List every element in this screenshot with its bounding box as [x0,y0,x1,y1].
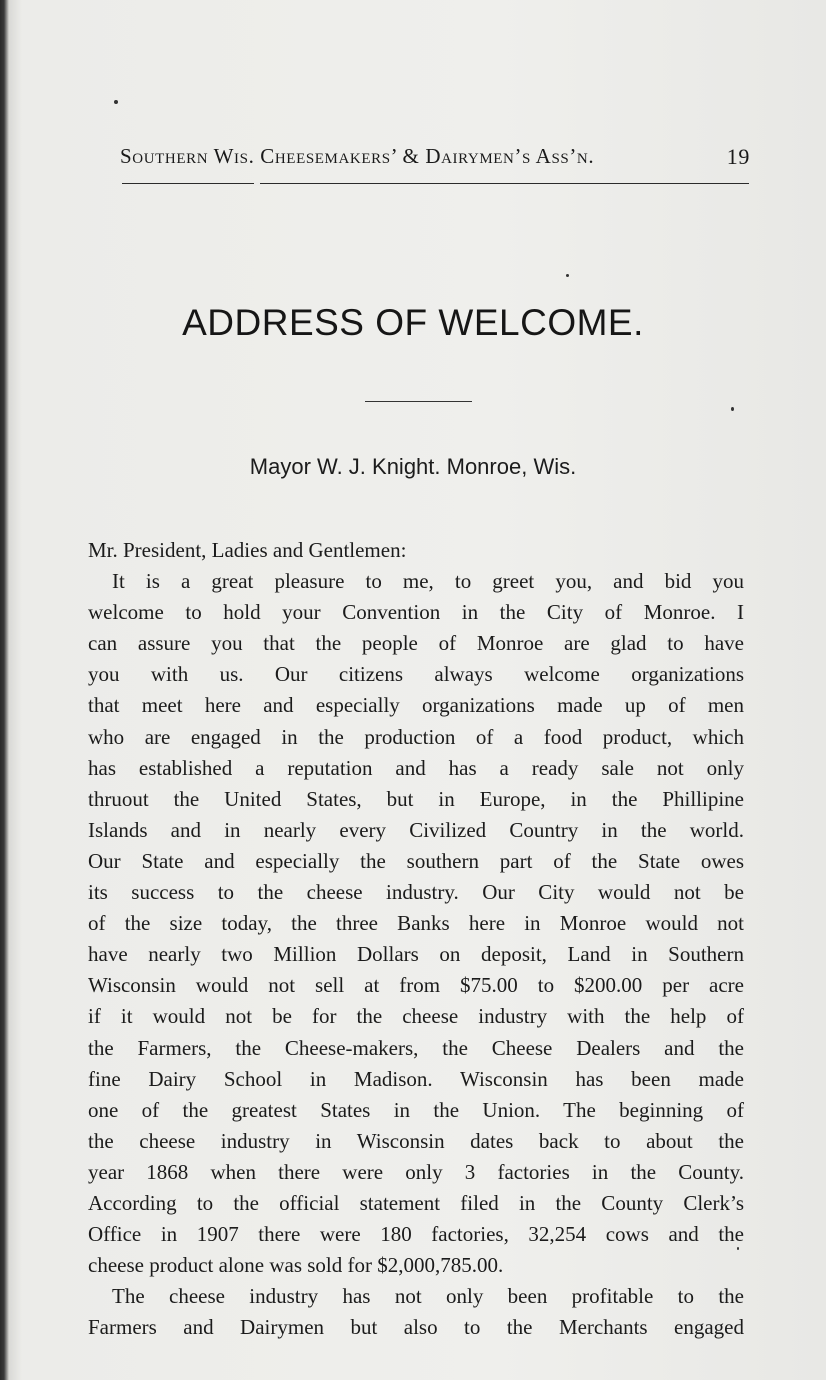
body-line: its success to the cheese industry. Our City would not be [88,880,744,905]
running-head-title: Southern Wis. Cheesemakers’ & Dairymen’s Ass’n. [120,144,595,168]
body-line: who are engaged in the production of a food product, which [88,724,744,749]
body-line: the Farmers, the Cheese-makers, the Cheese Dealers and the [88,1035,744,1060]
body-line: that meet here and especially organizations made up of men [88,693,744,718]
body-line: Wisconsin would not sell at from $75.00 to $200.00 per acre [88,973,744,998]
body-line: have nearly two Million Dollars on deposit, Land in Southern [88,942,744,967]
page-number: 19 [726,144,750,169]
body-line: Office in 1907 there were 180 factories, 32,254 cows and the [88,1222,744,1247]
body-line: welcome to hold your Convention in the City of Monroe. I [88,600,744,625]
body-line: Our State and especially the southern part of the State owes [88,848,744,873]
print-speck [566,274,569,277]
section-title: ADDRESS OF WELCOME. [182,302,644,343]
salutation: Mr. President, Ladies and Gentlemen: [88,538,407,562]
body-line: can assure you that the people of Monroe are glad to have [88,631,744,656]
body-line: the cheese industry in Wisconsin dates back to about the [88,1128,744,1153]
body-line: if it would not be for the cheese industry with the help of [88,1004,744,1029]
body-line: of the size today, the three Banks here in Monroe would not [88,911,744,936]
body-line: It is a great pleasure to me, to greet you, and bid you [112,569,744,594]
address-body [88,535,744,1343]
header-rule [122,183,749,184]
body-line: According to the official statement filed in the County Clerk’s [88,1190,744,1215]
body-line: Farmers and Dairymen but also to the Merchants engaged [88,1315,744,1340]
body-line: fine Dairy School in Madison. Wisconsin has been made [88,1066,744,1091]
print-speck [731,407,734,411]
print-speck [114,100,118,104]
running-head [120,144,750,174]
title-divider [365,401,472,402]
body-line: The cheese industry has not only been profitable to the [112,1284,744,1309]
body-line: one of the greatest States in the Union. The beginning of [88,1097,744,1122]
body-line: Islands and in nearly every Civilized Country in the world. [88,817,744,842]
body-line: thruout the United States, but in Europe, in the Phillipine [88,786,744,811]
header-rule-gap [254,182,260,186]
body-line: year 1868 when there were only 3 factories in the County. [88,1159,744,1184]
body-line: you with us. Our citizens always welcome organizations [88,662,744,687]
body-line: cheese product alone was sold for $2,000,785.00. [88,1253,504,1278]
speaker-byline: Mayor W. J. Knight. Monroe, Wis. [249,454,577,479]
print-speck [737,1247,739,1250]
body-line: has established a reputation and has a ready sale not only [88,755,744,780]
